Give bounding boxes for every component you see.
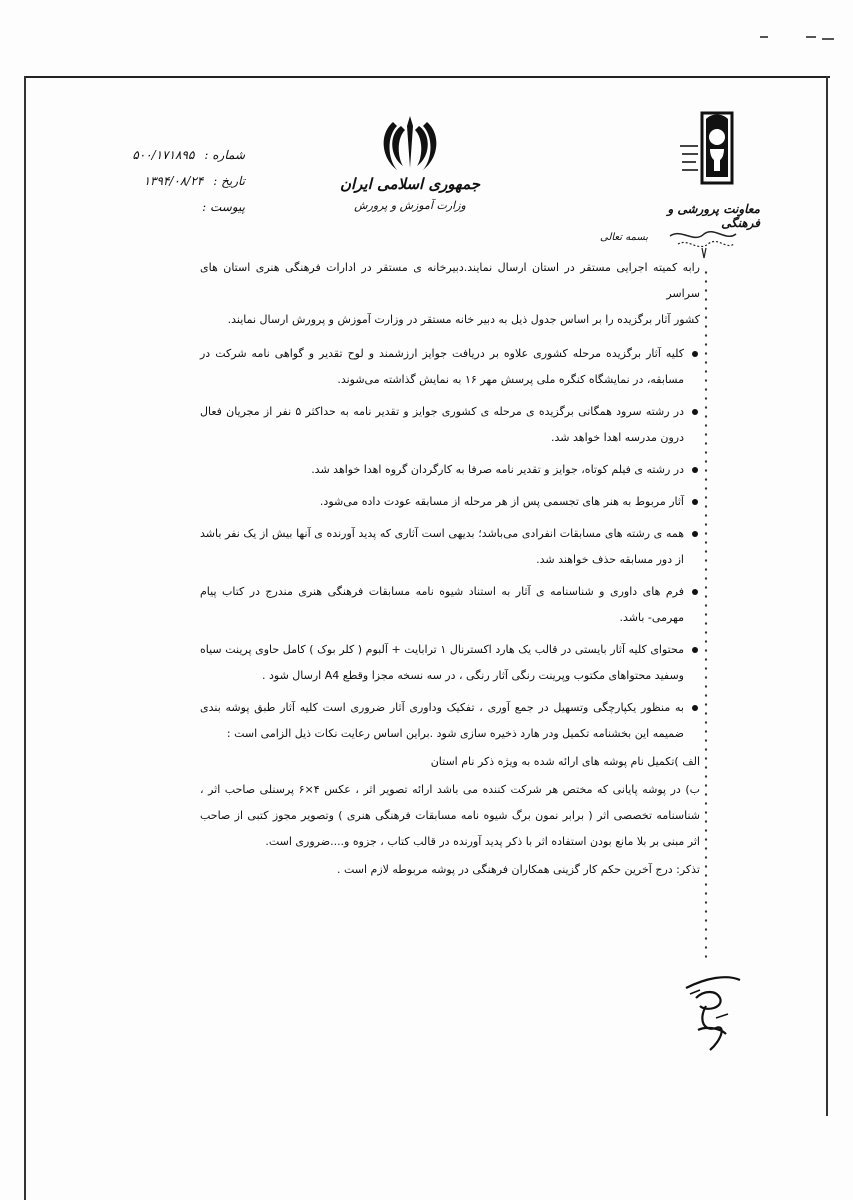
ref-number-label: شماره : [204,148,245,162]
deputy-name: معاونت پرورشی و فرهنگی [667,202,760,230]
date-value: ۱۳۹۴/۰۸/۲۴ [143,174,204,188]
intro-line-1: رابه کمیته اجرایی مستقر در استان ارسال نمایند.دبیرخانه ی مستقر در ادارات فرهنگی هنری استان های سراسر [200,261,700,300]
bullet-item: همه ی رشته های مسابقات انفرادی می‌باشد؛ بدیهی است آثاری که پدید آورنده ی آنها بیش از یک نفر باشد از دور مسابقه حذف خواهند شد. [200,521,700,573]
bullet-item: فرم های داوری و شناسنامه ی آثار به استناد شیوه نامه مسابقات فرهنگی هنری مندرج در کتاب پیام مهرمی- باشد. [200,579,700,631]
attachment-label: پیوست : [202,200,245,214]
opening-phrase: بسمه تعالی [600,232,649,243]
ref-number: ۵۰۰/۱۷۱۸۹۵ [132,148,195,162]
page-border-right [826,76,828,1116]
reference-block [95,142,245,220]
bullet-item: در رشته ی فیلم کوتاه، جوایز و تقدیر نامه صرفا به کارگردان گروه اهدا خواهد شد. [200,457,700,483]
page-border-left [24,76,26,1200]
ministry-header [330,175,490,212]
intro-line-2: کشور آثار برگزیده را بر اساس جدول ذیل به دبیر خانه مستقر در وزارت آموزش و پرورش ارسال نمایند. [227,313,700,326]
iran-emblem-icon [375,112,445,174]
letter-body [200,255,700,891]
signature-icon [676,968,746,1058]
decorative-dotted-border [703,268,709,958]
bullet-item: به منظور یکپارچگی وتسهیل در جمع آوری ، تفکیک وداوری آثار ضروری است کلیه آثار طبق پوشه بندی ضمیمه این بخشنامه تکمیل ودر هارد ذخیره سازی شود .براین اساس رعایت نکات ذیل الزامی است : [200,695,700,747]
item-b: ب) در پوشه پایانی که مختص هر شرکت کننده می باشد ارائه تصویر اثر ، عکس ۴×۶ پرسنلی صاحب اثر ، شناسنامه تخصصی اثر ( برابر نمون برگ شیوه نامه مسابقات فرهنگی هنری ) وتصویر مجوز کتبی از صاحب اثر مبنی بر بلا مانع بودن استفاده اثر با ذکر پدید آورنده در قالب کتاب ، جزوه و....ضروری است. [200,783,700,848]
page-border-top [24,76,830,78]
scan-mark [822,38,834,40]
ref-number-row [95,142,245,168]
scan-mark [806,36,816,38]
note: تذکر: درج آخرین حکم کار گزینی همکاران فرهنگی در پوشه مربوطه لازم است . [336,863,700,876]
bullet-item: آثار مربوط به هنر های تجسمی پس از هر مرحله از مسابقه عودت داده می‌شود. [200,489,700,515]
scan-mark [760,36,768,38]
bullet-item: کلیه آثار برگزیده مرحله کشوری علاوه بر دریافت جوایز ارزشمند و لوح تقدیر و گواهی نامه شرکت در مسابقه، در نمایشگاه کنگره ملی پرسش مهر ۱۶ به نمایش گذاشته می‌شوند. [200,341,700,393]
bullet-item: در رشته سرود همگانی برگزیده ی مرحله ی کشوری جوایز و تقدیر نامه به حداکثر ۵ نفر از مجریان فعال درون مدرسه اهدا خواهد شد. [200,399,700,451]
bullet-item: محتوای کلیه آثار بایستی در قالب یک هارد اکسترنال ۱ ترابایت + آلبوم ( کلر بوک ) کامل حاوی پرینت سیاه وسفید محتواهای مکتوب وپرینت رنگی آثار رنگی ، در سه نسخه مجزا وقطع A4 ارسال شود . [200,637,700,689]
country-name: جمهوری اسلامی ایران [339,175,481,193]
attachment-row [95,194,245,220]
item-a: الف )تکمیل نام پوشه های ارائه شده به ویژه ذکر نام استان [430,755,700,768]
date-row [95,168,245,194]
ministry-name: وزارت آموزش و پرورش [354,199,466,212]
date-label: تاریخ : [213,174,245,188]
